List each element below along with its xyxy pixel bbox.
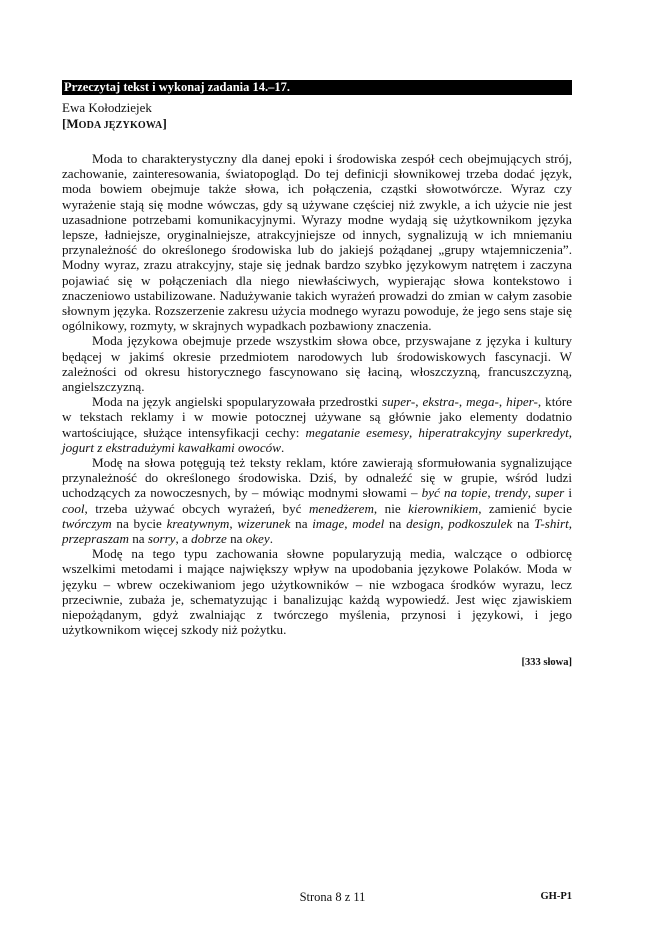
italic-phrase: T-shirt bbox=[534, 515, 569, 531]
text-segment: , bbox=[527, 485, 536, 501]
text-segment: na bbox=[384, 515, 407, 531]
italic-phrase: okey bbox=[245, 531, 270, 547]
italic-phrase: image bbox=[312, 515, 345, 531]
article-title bbox=[62, 116, 167, 134]
text-segment: Moda językowa obejmuje przede wszystkim słowa obce, przyswajane z języka i kultury będącej w jakimś okresie przedmiotem narodowych lub środowiskowych fascynacji. W zależności od okresu historycznego fascynowano się łaciną, włoszczyzną, francuszczyzną, angielszczyzną. bbox=[62, 333, 572, 395]
italic-phrase: kreatywnym bbox=[166, 515, 230, 531]
text-segment: , bbox=[568, 424, 572, 440]
italic-phrase: być na topie bbox=[421, 485, 488, 501]
text-segment: Moda na język angielski spopularyzowała przedrostki bbox=[92, 394, 383, 410]
text-segment: , zamienić bycie bbox=[478, 500, 573, 516]
text-segment: , bbox=[409, 424, 419, 440]
text-segment: , bbox=[440, 515, 449, 531]
italic-phrase: hiperatrakcyjny superkredyt bbox=[418, 424, 569, 440]
text-segment: , bbox=[498, 394, 507, 410]
word-count: [333 słowa] bbox=[521, 657, 572, 668]
text-segment: Modę na słowa potęgują też teksty reklam, które zawierają sformułowania sygnalizujące przynależność do określonego środowiska. Dziś, by odnaleźć się w grupie, wśród ludzi uchodzących za nowoczesnych, by – mówiąc modnymi słowami – bbox=[62, 455, 572, 501]
italic-phrase: super- bbox=[382, 394, 416, 410]
text-segment: , bbox=[229, 515, 238, 531]
article-paragraph bbox=[62, 455, 572, 546]
task-instruction-bar: Przeczytaj tekst i wykonaj zadania 14.–17. bbox=[62, 80, 572, 95]
article-author: Ewa Kołodziejek bbox=[62, 100, 152, 115]
italic-phrase: sorry bbox=[147, 531, 176, 547]
italic-phrase: menedżerem bbox=[308, 500, 374, 516]
text-segment: , a bbox=[175, 531, 192, 547]
article-paragraph bbox=[62, 151, 572, 333]
article-body bbox=[62, 151, 572, 638]
text-segment: , bbox=[415, 394, 423, 410]
page-number: Strona 8 z 11 bbox=[299, 890, 366, 904]
text-segment: na bbox=[512, 515, 535, 531]
text-segment: . bbox=[280, 439, 285, 455]
text-segment: na bbox=[128, 531, 148, 547]
title-bracket-close: ] bbox=[162, 116, 167, 131]
italic-phrase: dobrze bbox=[191, 531, 227, 547]
text-segment: , bbox=[458, 394, 467, 410]
italic-phrase: megatanie esemesy bbox=[305, 424, 410, 440]
text-segment: , bbox=[487, 485, 495, 501]
text-segment: , bbox=[344, 515, 353, 531]
title-first-letter: M bbox=[66, 116, 79, 131]
text-segment: , które w tekstach reklamy i w mowie potocznej używane są głównie jako elementy dodatnio wartościujące, służące intensyfikacji cechy: bbox=[62, 394, 573, 440]
title-small-caps: ODA JĘZYKOWA bbox=[78, 120, 163, 131]
italic-phrase: hiper- bbox=[506, 394, 538, 410]
article-paragraph bbox=[62, 394, 572, 455]
italic-phrase: mega- bbox=[466, 394, 499, 410]
italic-phrase: wizerunek bbox=[237, 515, 291, 531]
text-segment: Modę na tego typu zachowania słowne popularyzują media, walczące o odbiorcę wszelkimi metodami i mające największy wpływ na upodobania językowe Polaków. Moda w języku – wbrew oczekiwaniom jego użytkowników – nie wzbogaca środków wyrazu, lecz przeciwnie, zubaża je, schematyzując i banalizując każdą wypowiedź. Jest więc zjawiskiem niepożądanym, gdyż zwalniając z twórczego myślenia, przynosi i językowi, i jego użytkownikom więcej szkody niż pożytku. bbox=[62, 546, 572, 638]
italic-phrase: przepraszam bbox=[62, 531, 129, 547]
italic-phrase: kierownikiem bbox=[408, 500, 479, 516]
italic-phrase: cool bbox=[62, 500, 85, 516]
text-segment: , nie bbox=[373, 500, 409, 516]
italic-phrase: twórczym bbox=[62, 515, 112, 531]
article-paragraph bbox=[62, 333, 572, 394]
italic-phrase: ekstra- bbox=[422, 394, 459, 410]
italic-phrase: podkoszulek bbox=[448, 515, 513, 531]
text-segment: Moda to charakterystyczny dla danej epoki i środowiska zespół cech obejmujących strój, zachowanie, zainteresowania, światopogląd. Do tej definicji słownikowej trzeba dodać język, moda bowiem obejmuje także słowa, ich połączenia, cząstki słowotwórcze. Wyraz czy wyrażenie stają się modne wówczas, gdy są używane częściej niż zwykle, a ich użycie nie jest uzasadnione potrzebami komunikacyjnymi. Wyrazy modne wydają się użytkownikom języka lepsze, ładniejsze, oryginalniejsze, atrakcyjniejsze od innych, sygnalizują w ich mniemaniu przynależność do określonego środowiska lub do jakiejś pożądanej „grupy wtajemniczenia”. Modny wyraz, zrazu atrakcyjny, staje się jednak bardzo szybko językowym natrętem i zaczyna pojawiać się w połączeniach dla niego niewłaściwych, wypierając słowa kontekstowo i znaczeniowo ustabilizowane. Nadużywanie takich wyrażeń prowadzi do zmian w całym zasobie słownym języka. Rozszerzenie zakresu użycia modnego wyrazu powoduje, że jego sens staje się ogólnikowy, rozmyty, w skrajnych wypadkach pozbawiony znaczenia. bbox=[62, 151, 572, 334]
text-segment: na bbox=[226, 531, 246, 547]
text-segment: . bbox=[269, 531, 273, 547]
title-bracket-open: [ bbox=[62, 116, 67, 131]
article-paragraph bbox=[62, 546, 572, 637]
italic-phrase: design bbox=[406, 515, 441, 531]
italic-phrase: super bbox=[535, 485, 565, 501]
text-segment: , bbox=[568, 515, 573, 531]
text-segment: i bbox=[564, 485, 573, 501]
text-segment: , trzeba używać obcych wyrażeń, być bbox=[84, 500, 309, 516]
italic-phrase: model bbox=[352, 515, 385, 531]
italic-phrase: jogurt z ekstradużymi kawałkami owoców bbox=[62, 439, 281, 455]
text-segment: na bycie bbox=[111, 515, 167, 531]
exam-code: GH-P1 bbox=[540, 891, 572, 902]
italic-phrase: trendy bbox=[494, 485, 528, 501]
text-segment: na bbox=[290, 515, 313, 531]
